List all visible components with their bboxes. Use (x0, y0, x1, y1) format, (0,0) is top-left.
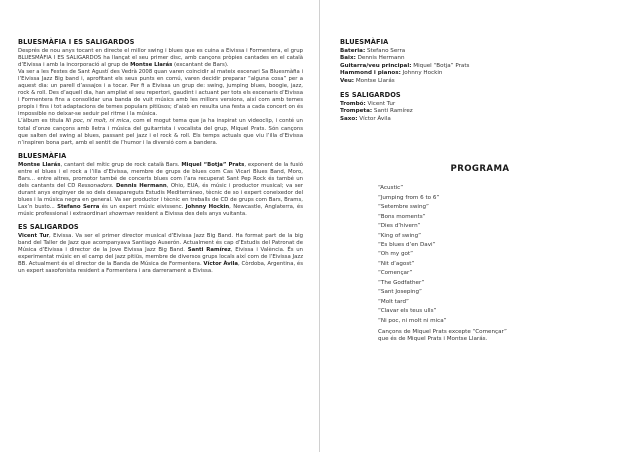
text-run: , com el mogut tema que ja ha inspirat un videoclip, i conté un total d’onze cançons amb lletra i música del guitarrista i vocalista del grup, Miquel Prats. Són cançons que salten del swing al blues, passant pel jazz i el rock & roll. Els temps actuals que viu l’illa d’Eivissa n’inspiren bona part, amb el sentit de l’humor i la diversió com a bandera. (18, 118, 303, 146)
album-paragraph (18, 118, 303, 146)
bluesmafia-bio-paragraph (18, 162, 303, 218)
name-stefano: Stefano Serra (57, 203, 100, 210)
member-row (340, 116, 620, 123)
member-name: Montse Llarás (354, 77, 395, 84)
saligardos-bio-paragraph (18, 233, 303, 275)
album-title: Ni poc, ni molt, ni mica (65, 118, 130, 125)
member-role: Saxo: (340, 115, 358, 122)
song-item: “The Godfather” (378, 279, 425, 286)
lineup-title-saligardos: ES SALIGARDOS (340, 91, 401, 100)
member-name: Miquel “Botja” Prats (411, 62, 470, 69)
song-item: “Setembre swing” (378, 204, 429, 211)
text-run: , Newcastle, Anglaterra, és músic professional i extraordinari (18, 203, 303, 217)
text-run: (excantant de Bars). (172, 62, 229, 69)
member-role: Bateria: (340, 48, 366, 54)
text-run: Després de nou anys tocant en directe el millor swing i blues que es cuina a Eivissa i Formentera, el grup BLUESMÀFIA I ES SALIGARDOS ha llançat el seu primer disc, amb cançons pròpies cantades en el català d’Eivissa i amb la incorporació al grup de (18, 48, 303, 69)
song-item: “Jumping from 6 to 6” (378, 194, 440, 201)
showman-word: showman (108, 210, 135, 217)
member-role: Veu: (340, 77, 355, 84)
lineup-saligardos (340, 101, 620, 123)
text-run: L’àlbum es titula (18, 118, 66, 125)
song-item: “Ni poc, ni molt ni mica” (378, 317, 447, 324)
member-role: Hammond i pianos: (340, 70, 401, 77)
song-item: “Dies d’hivern” (378, 223, 421, 230)
section-title-bluesmafia-saligardos: BLUESMÀFIA I ES SALIGARDOS (18, 38, 135, 46)
member-row (340, 70, 620, 77)
cd-title: Ressonadors (77, 182, 112, 189)
programa-title: PROGRAMA (450, 164, 510, 175)
member-row (340, 108, 620, 115)
text-run: resident a Eivissa des dels anys vuitanta. (134, 210, 247, 217)
member-name: Santi Ramírez (372, 108, 413, 115)
lineup-bluesmafia (340, 48, 620, 85)
member-role: Trombó: (340, 101, 366, 108)
lineup-title-bluesmafia: BLUESMÀFIA (340, 38, 389, 46)
name-johnny: Johnny Hockin (185, 203, 230, 210)
song-item: “Oh my got” (378, 251, 414, 258)
name-vicent: Vicent Tur (18, 233, 50, 240)
name-santi: Santi Ramírez (187, 247, 231, 254)
name-miquel: Miquel “Botja” Prats (181, 161, 245, 168)
right-page (320, 0, 640, 452)
section-title-saligardos: ES SALIGARDOS (18, 223, 79, 232)
name-montse: Montse Llarás (130, 62, 173, 69)
member-role: Baix: (340, 55, 356, 62)
song-credits (340, 329, 620, 344)
member-name: Vicent Tur (365, 101, 396, 108)
text-run: , Eivissa. Va ser el primer director musical d’Eivissa Jazz Big Band. Ha format part de la big band del Taller de Jazz que acompanyava Santiago Auserón. Actualment és cap d’Estudis del Patronat de Música d’Eivissa i director de la Jove Eivissa Jazz Big Band. (18, 233, 303, 254)
section-title-bluesmafia: BLUESMÀFIA (18, 151, 67, 160)
text-run: , Eivissa i València. És un experimentat músic en el camp del jazz pitiüs, membre de diversos grups locals així com de l’Eivissa Jazz BB. Actualment és el director de la Banda de Música de Formentera. (18, 247, 304, 268)
member-role: Guitarra/veu principal: (340, 62, 412, 69)
name-dennis: Dennis Hermann (115, 182, 167, 189)
song-item: “Acustic” (378, 185, 404, 192)
member-name: Dennis Hermann (355, 55, 405, 62)
song-item: “Molt tard” (378, 298, 409, 305)
member-row (340, 55, 620, 62)
text-run: , exponent de la fusió entre el blues i el rock a l’illa d’Eivissa, membre de grups de blues com Cas Vicari Blues Band, Moro, Bars... entre altres, promotor també de concerts blues com l’ara recuperat Sant Pep Rock és també un dels cantants del CD (18, 161, 304, 189)
member-role: Trompeta: (340, 108, 373, 115)
member-row (340, 48, 620, 55)
song-item: “Clavar els teus ulls” (378, 308, 437, 315)
member-row (340, 63, 620, 70)
credits-line: que és de Miquel Prats i Montse Llarás. (378, 336, 488, 343)
name-montse: Montse Llarás (18, 161, 61, 168)
song-item: “Bons moments” (378, 213, 426, 220)
member-row (340, 78, 620, 85)
intro-paragraph (18, 48, 303, 69)
song-item: “Es blues d’en Davi” (378, 241, 436, 248)
member-name: Stefano Serra (365, 48, 406, 54)
history-paragraph: Va ser a les Festes de Sant Agustí des Vedrà 2008 quan varen coincidir al mateix escenari Sa Bluesmàfia i l’Eivissa Jazz Big band i, aprofitant els seus punts en comú, varen decidir preparar “alguna cosa” per a aquest dia: un parell d’assajos i a tocar. Per fi a Eivissa un grup de: swing, jumping blues, boogie, jazz, rock & roll. Des d’aquell dia, han ampliat el seu repertori, gaudint i actuant per tots els escenaris d’Eivissa i Formentera fins a consolidar una banda de vuit músics amb les millors versions, així com amb temes propis i fins i tot adaptacions de temes populars pitiüsos; d’això en resulta una festa a cada concert on és impossible no deixar-se seduir pel ritme i la música. (18, 69, 303, 118)
song-item: “Començar” (378, 270, 413, 277)
song-list (340, 184, 620, 326)
song-item: “King of swing” (378, 232, 422, 239)
text-run: , Ohio, EUA, és músic i productor musical; va ser durant anys enginyer de so dels desapareguts Estudis Mediterráneo, tècnic de so i expert coneixedor del blues i la música negra en general. Va ser productor i tècnic en treballs de CD de grups com Bars, Brams, Lax’n busto... (18, 182, 303, 210)
song-item: “Nit d’agost” (378, 260, 415, 267)
member-name: Víctor Àvila (357, 115, 391, 122)
credits-line: Cançons de Miquel Prats excepte “Començar” (378, 329, 507, 336)
name-victor: Víctor Àvila (203, 261, 239, 268)
song-item: “Sant Joseping” (378, 289, 422, 296)
text-run: , Còrdoba, Argentina, és un expert saxofonista resident a Formentera i ara darrerament a Eivissa. (18, 261, 303, 275)
text-run: . (111, 182, 116, 189)
text-run: és un expert músic eivissenc. (99, 203, 186, 210)
text-run: , cantant del mític grup de rock català Bars. (60, 161, 182, 168)
left-page (0, 0, 319, 452)
member-name: Johnny Hockin (400, 70, 443, 77)
